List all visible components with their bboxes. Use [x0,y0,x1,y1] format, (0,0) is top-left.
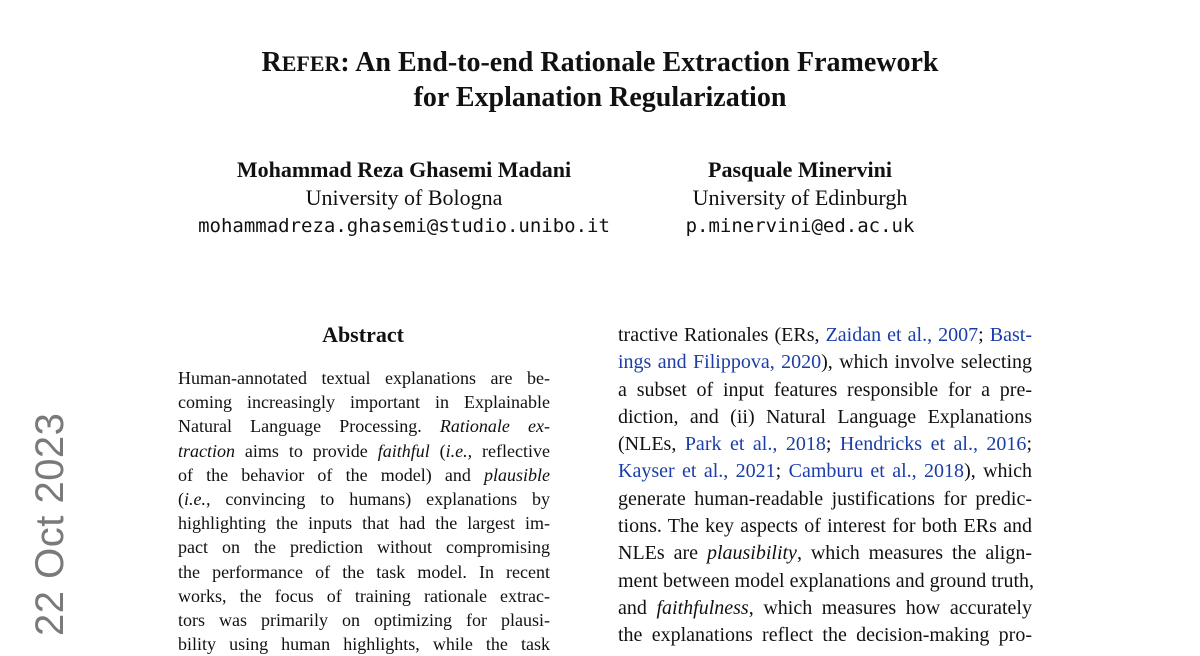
abstract-line: (i.e., convincing to humans) explanations by [178,489,550,510]
abstract-line: highlighting the inputs that had the largest im- [178,513,550,534]
abstract-line: pact on the prediction without compromising [178,537,550,558]
abstract-line: the performance of the task model. In recent [178,561,550,582]
body-line: Kayser et al., 2021; Camburu et al., 2018), which [618,460,1032,483]
author-block-2 [660,156,940,240]
emphasis-text: Rationale ex- [439,416,550,437]
abstract-line: tors was primarily on optimizing for plausi- [178,610,550,631]
author-affiliation: University of Edinburgh [692,185,908,210]
title-line-1-rest: : An End-to-end Rationale Extraction Framework [340,47,939,78]
abstract-heading: Abstract [322,322,404,347]
body-line: generate human-readable justifications for predic- [618,487,1032,510]
abstract-body [178,366,550,656]
body-line: (NLEs, Park et al., 2018; Hendricks et al., 2016; [618,433,1032,456]
title-refer-initial: R [261,47,282,78]
emphasis-text: i.e., [184,489,211,510]
title-line-1 [0,46,1200,81]
body-line: diction, and (ii) Natural Language Explanations [618,405,1032,428]
body-line: ment between model explanations and ground truth, [618,569,1035,592]
title-line-2: for Explanation Regularization [413,82,787,113]
author-name: Mohammad Reza Ghasemi Madani [236,157,572,182]
emphasis-text: faithfulness [656,596,749,619]
emphasis-text: faithful [377,440,430,461]
author-block-1 [184,156,624,240]
emphasis-text: plausibility [706,542,797,565]
body-line: a subset of input features responsible for a pre- [618,378,1032,401]
body-line: tractive Rationales (ERs, Zaidan et al., 2007; Bast- [618,324,1032,346]
emphasis-text: i.e., [445,440,473,461]
intro-right-column [618,322,1035,650]
citation-link[interactable]: Camburu et al., 2018 [788,460,965,483]
citation-link[interactable]: Park et al., 2018 [684,433,826,456]
title-refer-smallcaps: EFER [281,51,341,76]
citation-link[interactable]: Zaidan et al., 2007 [825,324,979,346]
body-line: tions. The key aspects of interest for both ERs and [618,515,1032,538]
citation-link[interactable]: Kayser et al., 2021 [618,460,776,483]
body-line: and faithfulness, which measures how accurately [618,596,1032,619]
citation-link[interactable]: ings and Filippova, 2020 [618,351,822,374]
abstract-line: of the behavior of the model) and plausible [178,464,550,485]
citation-link[interactable]: Bast- [989,324,1032,346]
abstract-line: coming increasingly important in Explainable [178,392,550,413]
abstract-line: works, the focus of training rationale extrac- [178,585,550,606]
body-line: NLEs are plausibility, which measures the align- [618,542,1033,565]
author-name: Pasquale Minervini [708,157,892,182]
emphasis-text: plausible [484,464,550,485]
abstract-line: Natural Language Processing. Rationale ex- [178,416,550,437]
author-email: mohammadreza.ghasemi@studio.unibo.it [198,215,610,237]
abstract-line: traction aims to provide faithful (i.e., reflective [178,440,550,461]
arxiv-date-stamp: 22 Oct 2023 [28,412,72,636]
body-line: ings and Filippova, 2020), which involve selecting [618,351,1032,374]
abstract-line: bility using human highlights, while the task [178,634,550,655]
paper-title [0,46,1200,115]
author-affiliation: University of Bologna [305,185,503,210]
abstract-line: Human-annotated textual explanations are be- [178,368,550,388]
body-line: the explanations reflect the decision-making pro- [618,624,1032,647]
emphasis-text: traction [178,440,235,461]
citation-link[interactable]: Hendricks et al., 2016 [839,433,1027,456]
author-email: p.minervini@ed.ac.uk [685,215,915,237]
